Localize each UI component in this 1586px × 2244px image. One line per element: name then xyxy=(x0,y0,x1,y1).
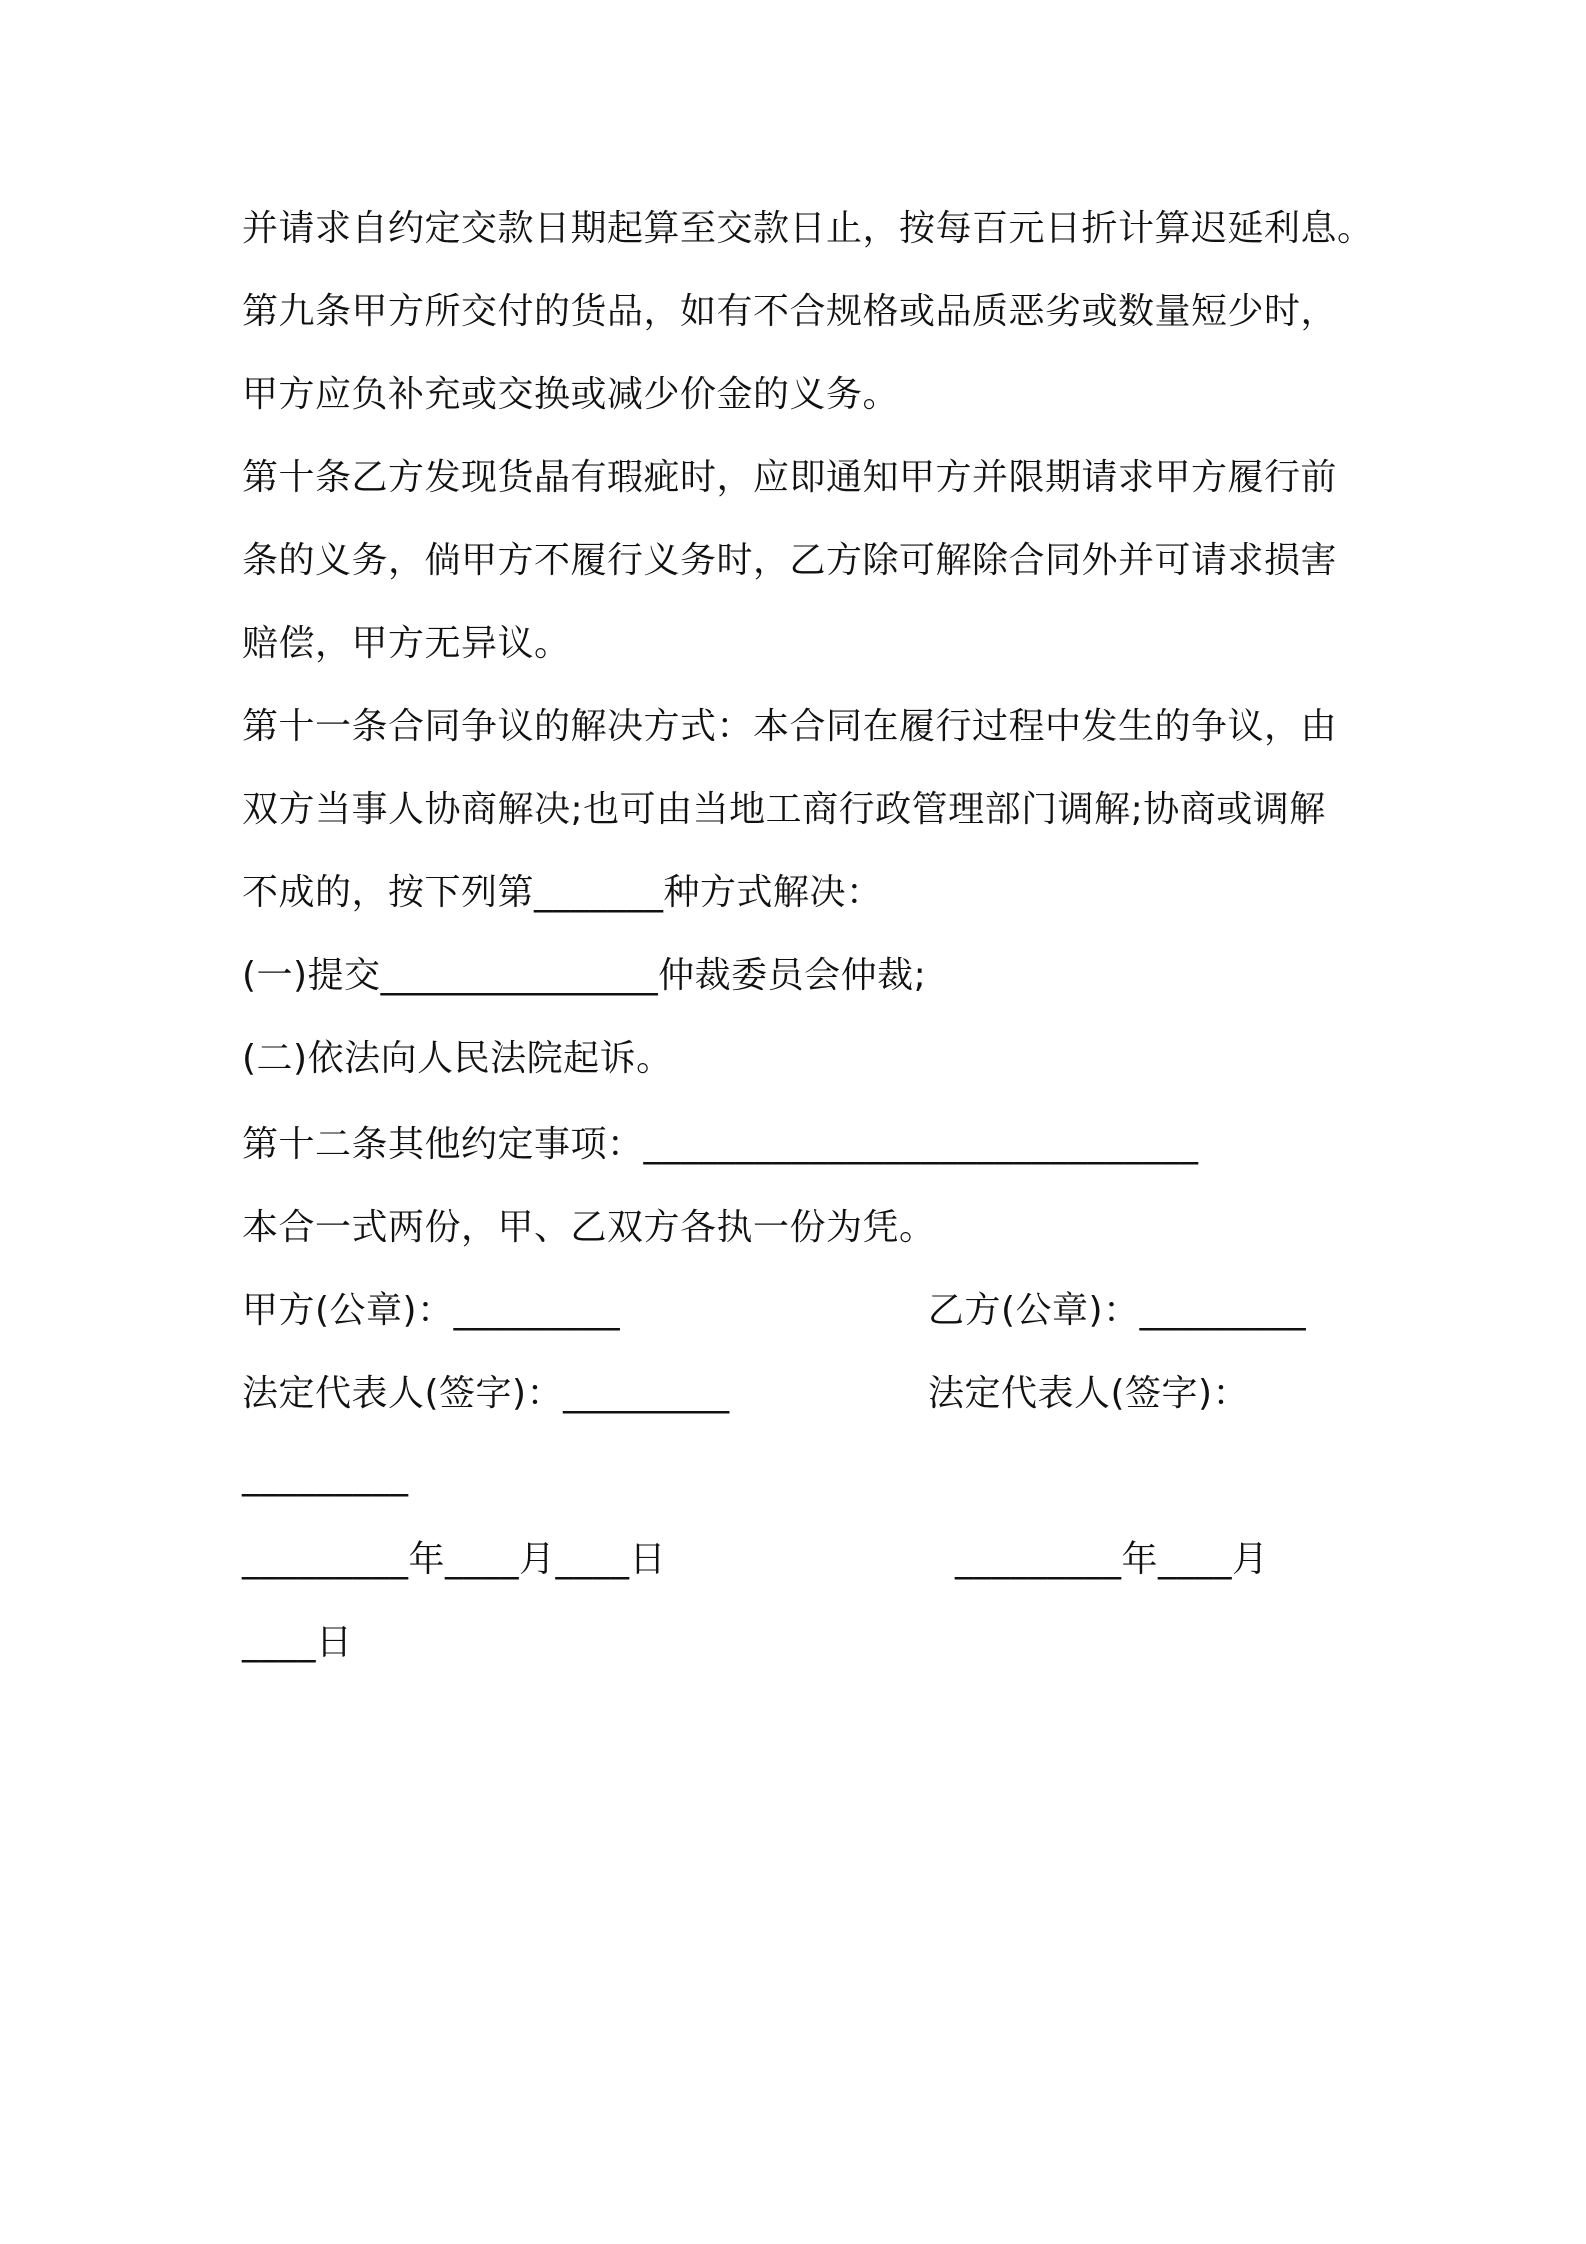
text-line-13: 本合一式两份，甲、乙双方各执一份为凭。 xyxy=(242,1207,936,1248)
text-line-9: 不成的，按下列第_______种方式解决： xyxy=(242,872,883,913)
party-b-date-day: ____日 xyxy=(242,1622,353,1663)
party-b-date: _________年____月 xyxy=(955,1539,1269,1580)
party-a-seal: 甲方(公章)：_________ xyxy=(242,1290,621,1331)
party-b-seal: 乙方(公章)：_________ xyxy=(928,1290,1307,1331)
party-b-representative-blank: _________ xyxy=(242,1456,409,1497)
text-line-7: 第十一条合同争议的解决方式：本合同在履行过程中发生的争议，由 xyxy=(242,706,1338,747)
text-line-3: 甲方应负补充或交换或减少价金的义务。 xyxy=(242,374,900,415)
text-line-12: 第十二条其他约定事项：______________________________ xyxy=(242,1124,1199,1165)
text-line-2: 第九条甲方所交付的货品，如有不合规格或品质恶劣或数量短少时， xyxy=(242,291,1338,332)
text-line-8: 双方当事人协商解决;也可由当地工商行政管理部门调解;协商或调解 xyxy=(242,789,1326,830)
text-line-10: (一)提交_______________仲裁委员会仲裁; xyxy=(242,955,927,996)
text-line-1: 并请求自约定交款日期起算至交款日止，按每百元日折计算迟延利息。 xyxy=(242,208,1374,249)
party-b-representative: 法定代表人(签字)： xyxy=(928,1373,1250,1414)
text-line-5: 条的义务，倘甲方不履行义务时，乙方除可解除合同外并可请求损害 xyxy=(242,540,1338,581)
text-line-4: 第十条乙方发现货晶有瑕疵时，应即通知甲方并限期请求甲方履行前 xyxy=(242,457,1338,498)
party-a-representative: 法定代表人(签字)：_________ xyxy=(242,1373,730,1414)
party-a-date: _________年____月____日 xyxy=(242,1539,666,1580)
text-line-6: 赔偿，甲方无异议。 xyxy=(242,623,571,664)
text-line-11: (二)依法向人民法院起诉。 xyxy=(242,1038,673,1079)
